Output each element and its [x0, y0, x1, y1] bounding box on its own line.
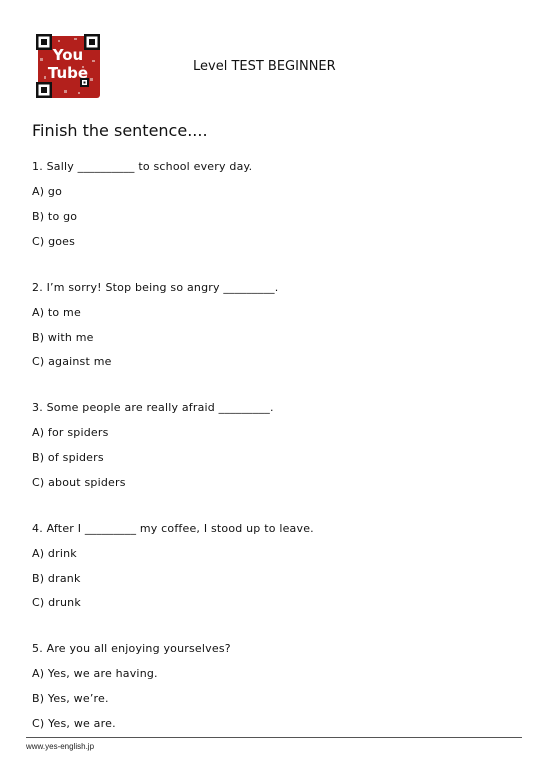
footer-divider [26, 737, 522, 738]
question-1-option-b: B) to go [32, 210, 78, 223]
question-5-option-b: B) Yes, we’re. [32, 692, 109, 705]
question-5-option-a: A) Yes, we are having. [32, 667, 158, 680]
question-4: 4. After I _________ my coffee, I stood up to leave. [32, 522, 314, 535]
question-1: 1. Sally __________ to school every day. [32, 160, 253, 173]
question-5-option-c: C) Yes, we are. [32, 717, 116, 730]
question-2: 2. I’m sorry! Stop being so angry _________. [32, 281, 279, 294]
question-4-option-b: B) drank [32, 572, 81, 585]
logo-text-you: You [52, 46, 84, 64]
question-1-option-a: A) go [32, 185, 63, 198]
question-2-option-b: B) with me [32, 331, 94, 344]
qr-finder-bottom-left [36, 82, 52, 98]
question-4-option-a: A) drink [32, 547, 77, 560]
question-3-option-a: A) for spiders [32, 426, 109, 439]
question-1-option-c: C) goes [32, 235, 76, 248]
question-2-option-c: C) against me [32, 355, 112, 368]
question-2-option-a: A) to me [32, 306, 81, 319]
question-4-option-c: C) drunk [32, 596, 81, 609]
qr-finder-top-right [84, 34, 100, 50]
question-3: 3. Some people are really afraid _________. [32, 401, 274, 414]
qr-finder-top-left [36, 34, 52, 50]
footer-url: www.yes-english.jp [26, 742, 95, 751]
question-3-option-b: B) of spiders [32, 451, 104, 464]
question-3-option-c: C) about spiders [32, 476, 126, 489]
instruction-heading: Finish the sentence.... [32, 121, 208, 140]
qr-youtube-logo [34, 32, 102, 100]
question-5: 5. Are you all enjoying yourselves? [32, 642, 231, 655]
page-title: Level TEST BEGINNER [193, 59, 336, 74]
logo-text-tube: Tube [47, 64, 89, 82]
